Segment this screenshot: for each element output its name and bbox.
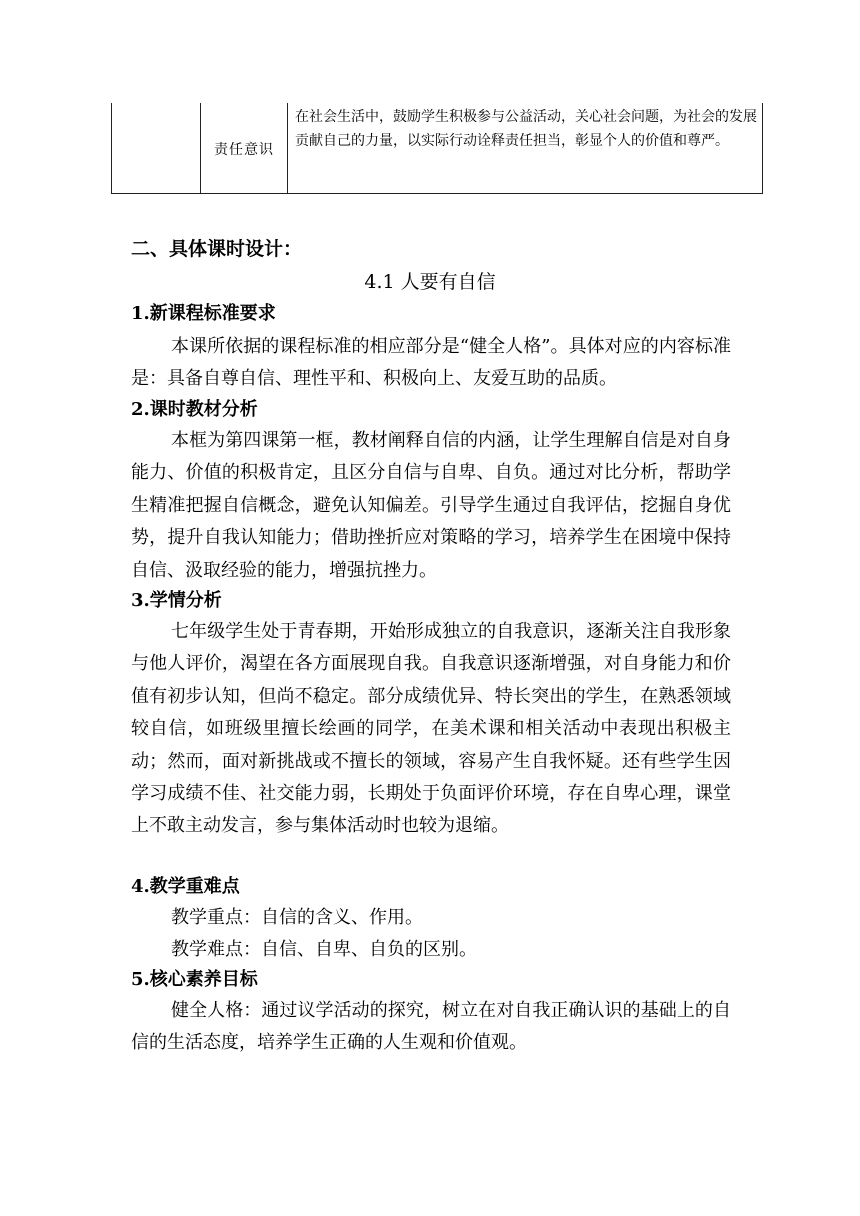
lesson-title: 4.1 人要有自信: [364, 271, 496, 293]
competency-table: [111, 103, 763, 194]
table-border-left: [111, 103, 112, 194]
paragraph: 本课所依据的课程标准的相应部分是“健全人格”。具体对应的内容标准是：具备自尊自信、理性平和、积极向上、友爱互助的品质。: [131, 336, 731, 390]
table-divider-2: [287, 103, 288, 194]
paragraph: 七年级学生处于青春期，开始形成独立的自我意识，逐渐关注自我形象与他人评价，渴望在各方面展现自我。自我意识逐渐增强，对自身能力和价值有初步认知，但尚不稳定。部分成绩优异、特长突出的学生，在熟悉领域较自信，如班级里擅长绘画的同学，在美术课和相关活动中表现出积极主动；然而，面对新挑战或不擅长的领域，容易产生自我怀疑。还有些学生因学习成绩不佳、社交能力弱，长期处于负面评价环境，存在自卑心理，课堂上不敢主动发言，参与集体活动时也较为退缩。: [131, 621, 731, 837]
paragraph: 教学难点：自信、自卑、自负的区别。: [171, 939, 477, 960]
table-border-right: [762, 103, 763, 194]
paragraph: 健全人格：通过议学活动的探究，树立在对自我正确认识的基础上的自信的生活态度，培养学生正确的人生观和价值观。: [131, 1000, 731, 1054]
paragraph: 本框为第四课第一框，教材阐释自信的内涵，让学生理解自信是对自身能力、价值的积极肯定，且区分自信与自卑、自负。通过对比分析，帮助学生精准把握自信概念，避免认知偏差。引导学生通过自我评估，挖掘自身优势，提升自我认知能力；借助挫折应对策略的学习，培养学生在困境中保持自信、汲取经验的能力，增强抗挫力。: [131, 430, 731, 581]
subsection-heading: 4.教学重难点: [131, 876, 240, 897]
subsection-heading: 5.核心素养目标: [131, 969, 258, 990]
table-cell-label: 责任意识: [214, 141, 274, 158]
paragraph: 教学重点：自信的含义、作用。: [171, 907, 423, 928]
table-cell-text: 在社会生活中，鼓励学生积极参与公益活动，关心社会问题，为社会的发展贡献自己的力量，以实际行动诠释责任担当，彰显个人的价值和尊严。: [295, 109, 757, 149]
subsection-heading: 2.课时教材分析: [131, 399, 258, 420]
subsection-heading: 3.学情分析: [131, 590, 222, 611]
section-heading: 二、具体课时设计：: [131, 238, 303, 260]
subsection-heading: 1.新课程标准要求: [131, 303, 276, 324]
